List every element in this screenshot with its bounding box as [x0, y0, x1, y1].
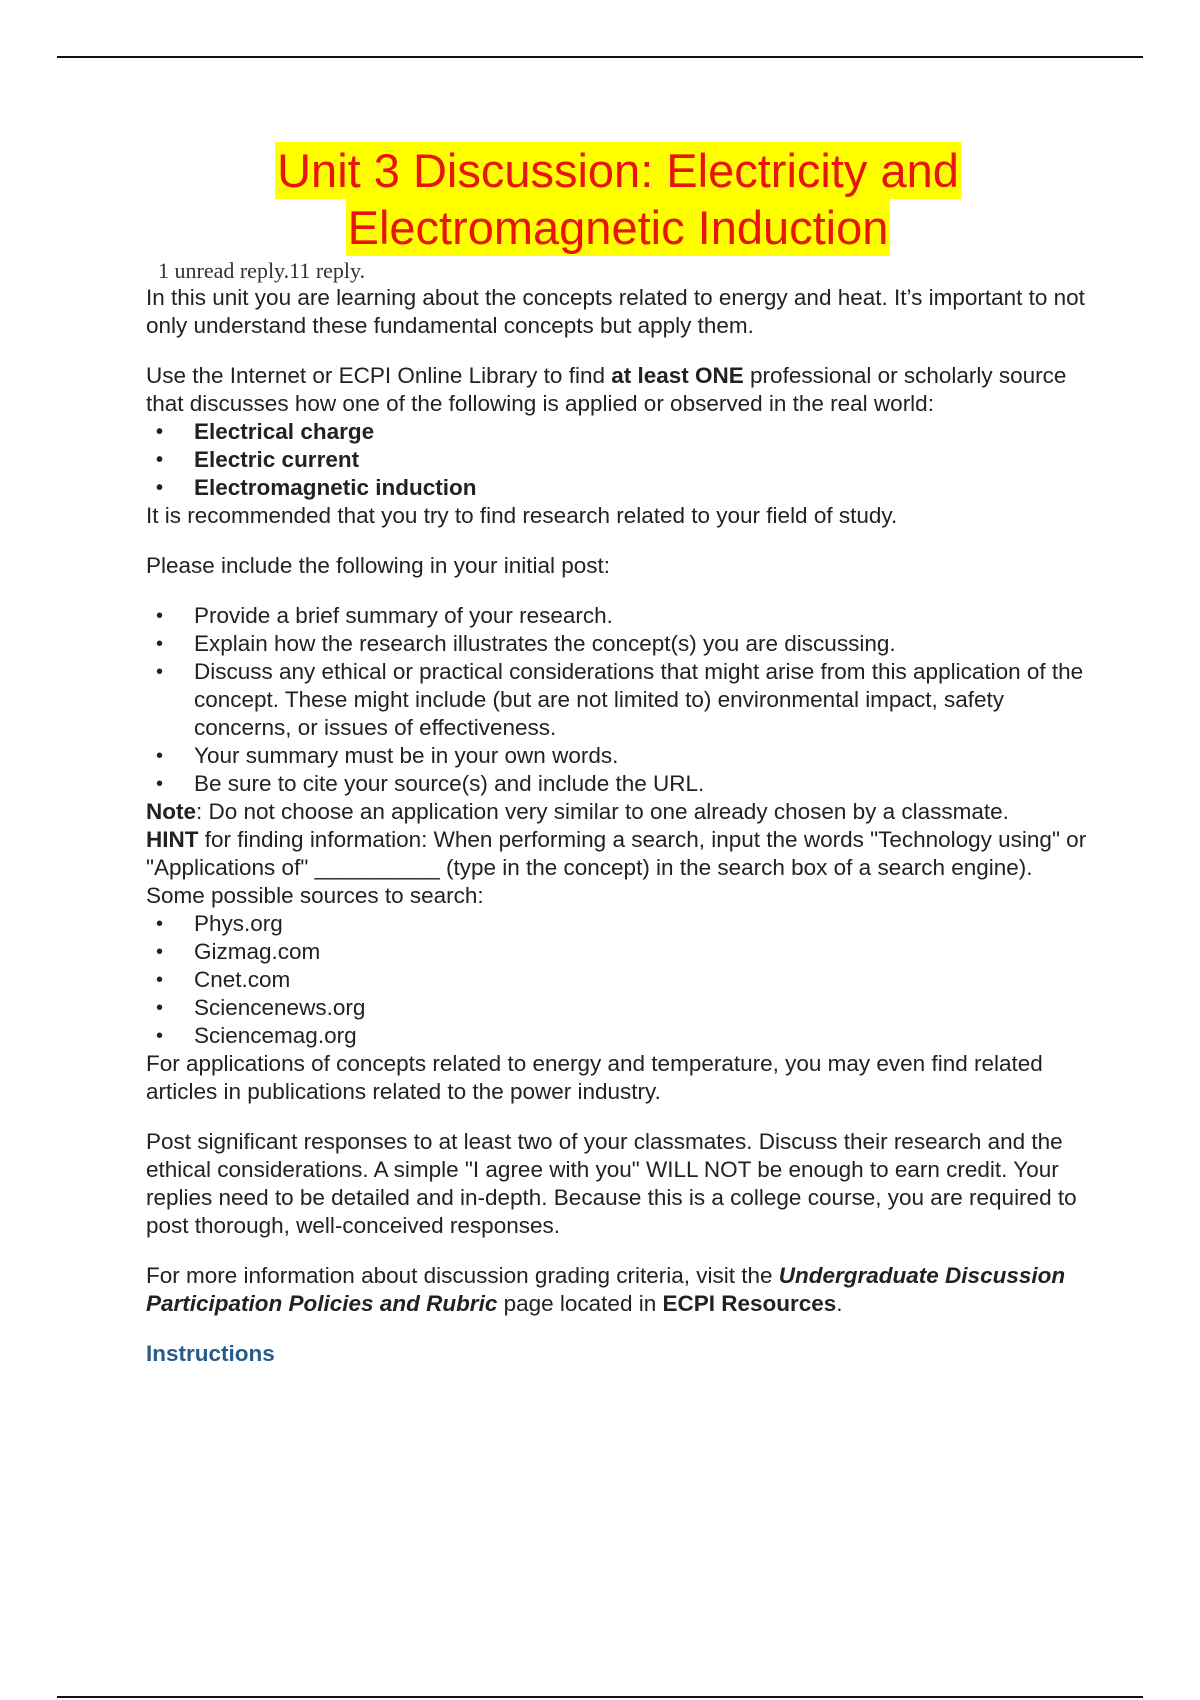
list-item: • Cnet.com	[146, 966, 1096, 994]
list-item: • Discuss any ethical or practical considerations that might arise from this application of the concept. These might include (but are not limited to) environmental impact, safety concerns, or issues of effectiveness.	[146, 658, 1096, 742]
bottom-rule	[57, 1696, 1143, 1698]
concept-list	[146, 418, 1096, 502]
top-rule	[57, 56, 1143, 58]
hint-paragraph: HINT for finding information: When performing a search, input the words "Technology using" or "Applications of" __________ (type in the concept) in the search box of a search engine). Some possible sources to search:	[146, 827, 1087, 908]
policy-link: Undergraduate Discussion Participation Policies and Rubric	[146, 1263, 1066, 1316]
intro-paragraph: In this unit you are learning about the concepts related to energy and heat. It’s important to not only understand these fundamental concepts but apply them.	[146, 285, 1085, 338]
list-item: • Electrical charge	[146, 418, 1096, 446]
list-item: • Your summary must be in your own words.	[146, 742, 1096, 770]
discussion-body	[146, 284, 1096, 1368]
instructions-heading: Instructions	[146, 1341, 275, 1366]
list-item: • Be sure to cite your source(s) and include the URL.	[146, 770, 1096, 798]
responses-paragraph: Post significant responses to at least two of your classmates. Discuss their research and the ethical considerations. A simple "I agree with you" WILL NOT be enough to earn credit. Your replies need to be detailed and in-depth. Because this is a college course, you are required to post thorough, well-conceived responses.	[146, 1129, 1077, 1238]
include-intro: Please include the following in your initial post:	[146, 553, 611, 578]
sources-list	[146, 910, 1096, 1050]
reply-count: 1 unread reply.11 reply.	[158, 258, 366, 283]
list-item: • Electric current	[146, 446, 1096, 474]
include-list	[146, 602, 1096, 798]
list-item: • Sciencenews.org	[146, 994, 1096, 1022]
more-info-paragraph: For more information about discussion grading criteria, visit the Undergraduate Discussion Participation Policies and Rubric page located in ECPI Resources.	[146, 1263, 1066, 1316]
list-item: • Gizmag.com	[146, 938, 1096, 966]
page-title	[0, 142, 1200, 256]
title-line-1: Unit 3 Discussion: Electricity and	[277, 144, 959, 197]
list-item: • Electromagnetic induction	[146, 474, 1096, 502]
list-item: • Explain how the research illustrates the concept(s) you are discussing.	[146, 630, 1096, 658]
list-item: • Phys.org	[146, 910, 1096, 938]
title-line-2: Electromagnetic Induction	[347, 201, 889, 254]
applications-paragraph: For applications of concepts related to energy and temperature, you may even find related articles in publications related to the power industry.	[146, 1051, 1043, 1104]
use-internet-paragraph: Use the Internet or ECPI Online Library to find at least ONE professional or scholarly source that discusses how one of the following is applied or observed in the real world:	[146, 363, 1067, 416]
list-item: • Provide a brief summary of your research.	[146, 602, 1096, 630]
note-paragraph: Note: Do not choose an application very similar to one already chosen by a classmate.	[146, 799, 1009, 824]
recommend-paragraph: It is recommended that you try to find research related to your field of study.	[146, 503, 898, 528]
list-item: • Sciencemag.org	[146, 1022, 1096, 1050]
